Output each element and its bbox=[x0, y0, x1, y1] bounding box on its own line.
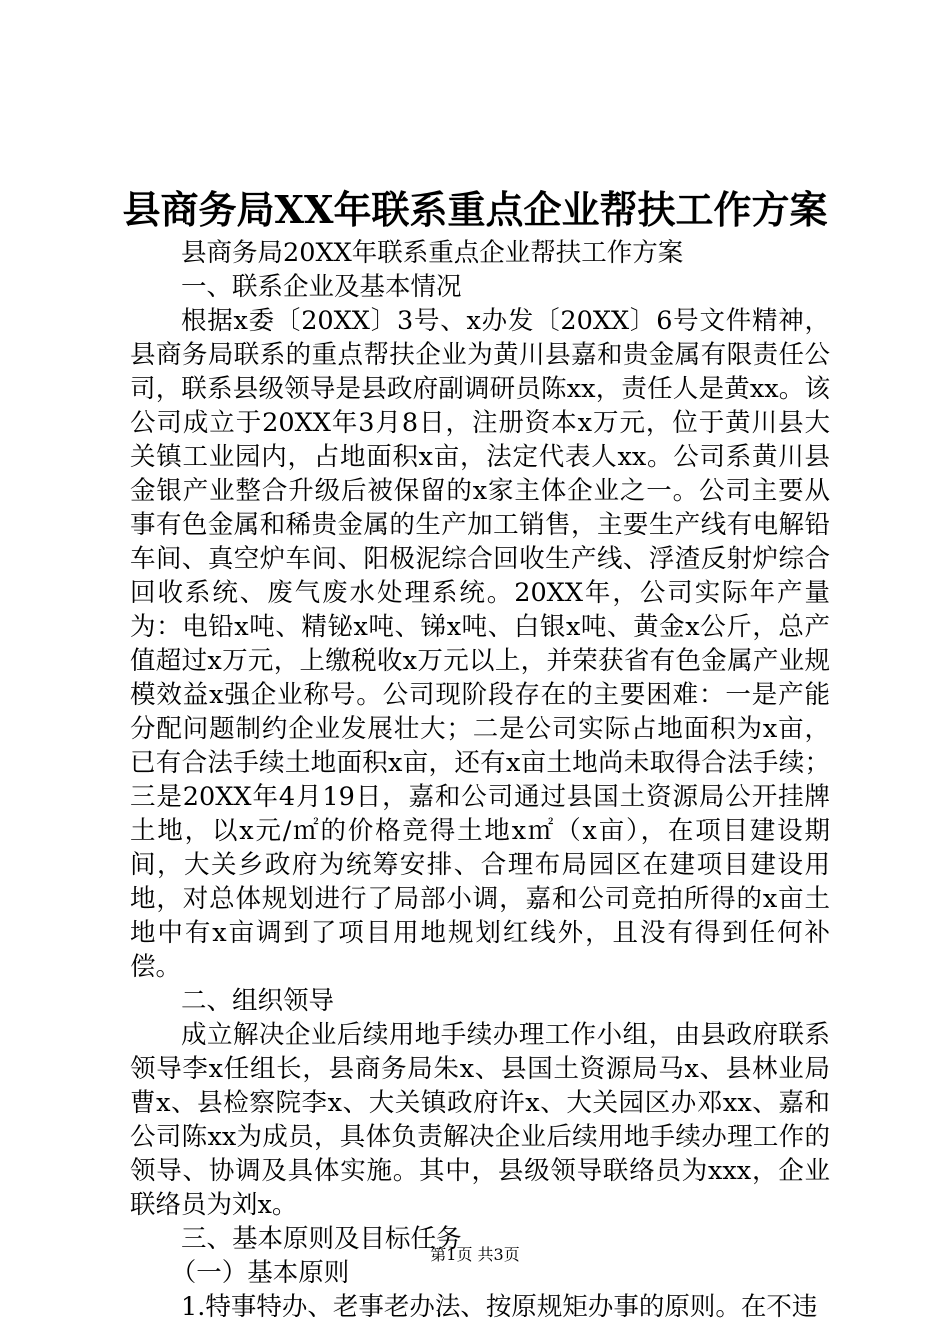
section-3-item-1: 1.特事特办、老事老办法、按原规矩办事的原则。在不违 bbox=[181, 1292, 818, 1322]
document-body bbox=[130, 236, 830, 1324]
document-title: 县商务局XX年联系重点企业帮扶工作方案 bbox=[122, 187, 828, 232]
section-2-paragraph: 成立解决企业后续用地手续办理工作小组，由县政府联系领导李x任组长，县商务局朱x、县国土资源局马x、县林业局曹x、县检察院李x、大关镇政府许x、大关园区办邓xx、嘉和公司陈xx为成员，具体负责解决企业后续用地手续办理工作的领导、协调及具体实施。其中，县级领导联络员为xxx，企业联络员为刘x。 bbox=[130, 1020, 830, 1220]
document-subtitle: 县商务局20XX年联系重点企业帮扶工作方案 bbox=[181, 238, 684, 268]
section-1-paragraph: 根据x委〔20XX〕3号、x办发〔20XX〕6号文件精神，县商务局联系的重点帮扶企业为黄川县嘉和贵金属有限责任公司，联系县级领导是县政府副调研员陈xx，责任人是黄xx。该公司成立于20XX年3月8日，注册资本x万元，位于黄川县大关镇工业园内，占地面积x亩，法定代表人xx。公司系黄川县金银产业整合升级后被保留的x家主体企业之一。公司主要从事有色金属和稀贵金属的生产加工销售，主要生产线有电解铅车间、真空炉车间、阳极泥综合回收生产线、浮渣反射炉综合回收系统、废气废水处理系统。20XX年，公司实际年产量为：电铅x吨、精铋x吨、锑x吨、白银x吨、黄金x公斤，总产值超过x万元，上缴税收x万元以上，并荣获省有色金属产业规模效益x强企业称号。公司现阶段存在的主要困难：一是产能分配问题制约企业发展壮大；二是公司实际占地面积为x亩，已有合法手续土地面积x亩，还有x亩土地尚未取得合法手续；三是20XX年4月19日，嘉和公司通过县国土资源局公开挂牌土地，以x元/㎡的价格竞得土地x㎡（x亩），在项目建设期间，大关乡政府为统筹安排、合理布局园区在建项目建设用地，对总体规划进行了局部小调，嘉和公司竞拍所得的x亩土地中有x亩调到了项目用地规划红线外，且没有得到任何补偿。 bbox=[130, 306, 830, 982]
section-1-heading: 一、联系企业及基本情况 bbox=[181, 272, 462, 302]
section-2-heading: 二、组织领导 bbox=[181, 986, 335, 1016]
page-number-footer: 第1页 共3页 bbox=[430, 1245, 520, 1264]
section-3-subheading: （一）基本原则 bbox=[170, 1258, 350, 1288]
section-3-heading: 三、基本原则及目标任务 bbox=[181, 1224, 462, 1254]
